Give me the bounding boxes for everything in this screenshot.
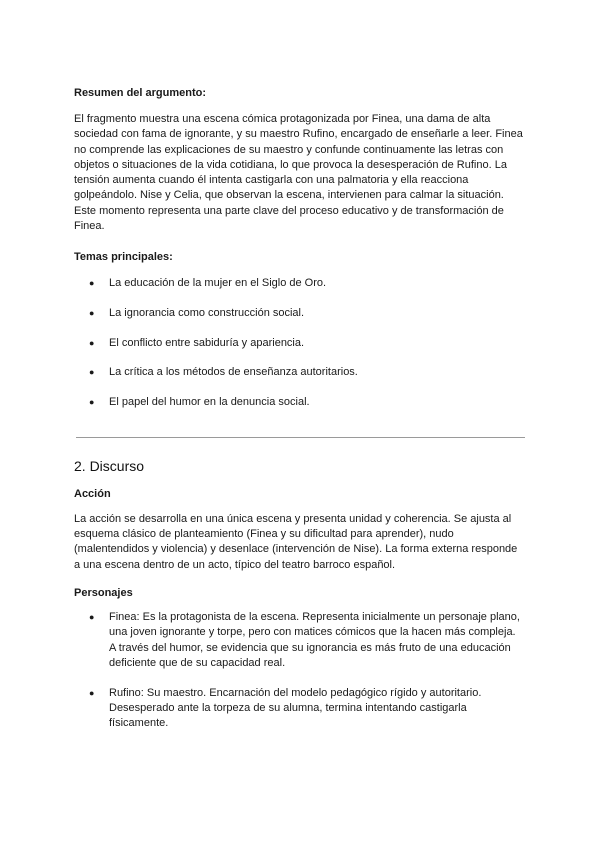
list-item — [74, 336, 524, 351]
accion-paragraph: La acción se desarrolla en una única escena y presenta unidad y coherencia. Se ajusta al esquema clásico de planteamiento (Finea y su dificultad para aprender), nudo (malentendidos y violencia) y desenlace (intervención de Nise). La forma externa responde a una escena dentro de un acto, típico del teatro barroco español. — [74, 512, 518, 571]
list-item — [74, 395, 524, 410]
list-item-text: La educación de la mujer en el Siglo de Oro. — [109, 277, 327, 290]
accion-heading: Acción — [74, 487, 111, 500]
list-item — [74, 276, 524, 291]
resumen-paragraph: El fragmento muestra una escena cómica protagonizada por Finea, una dama de alta sociedad con fama de ignorante, y su maestro Rufino, encargado de enseñarle a leer. Finea no comprende las explicaciones de su maestro y confunde continuamente las letras con objetos o situaciones de la vida cotidiana, lo que provoca la desesperación de Rufino. La tensión aumenta cuando él intenta castigarla con una palmatoria y ella reacciona golpeándolo. Nise y Celia, que observan la escena, intervienen para calmar la situación. Este momento representa una parte clave del proceso educativo y de transformación de Finea. — [74, 113, 523, 233]
personajes-heading: Personajes — [74, 587, 133, 599]
bullet-icon: ● — [89, 278, 95, 289]
temas-list — [74, 276, 524, 410]
list-item-text: Rufino: Su maestro. Encarnación del modelo pedagógico rígido y autoritario. Desesperado ante la torpeza de su alumna, termina intentando castigarla físicamente. — [109, 686, 482, 730]
discurso-title: 2. Discurso — [74, 457, 145, 474]
bullet-icon: ● — [89, 337, 95, 348]
resumen-heading: Resumen del argumento: — [74, 87, 207, 99]
list-item-text: La crítica a los métodos de enseñanza autoritarios. — [109, 366, 358, 379]
personajes-list — [74, 610, 524, 732]
list-item — [74, 686, 524, 732]
list-item-text: El papel del humor en la denuncia social. — [109, 396, 310, 409]
list-item-text: El conflicto entre sabiduría y apariencia. — [109, 336, 305, 349]
list-item-text: Finea: Es la protagonista de la escena. Representa inicialmente un personaje plano, una joven ignorante y torpe, pero con matices cómicos que la hacen más compleja. A través del humor, se evidencia que su ignorancia es más fruto de una educación deficiente que de su capacidad real. — [109, 611, 520, 669]
list-item-text: La ignorancia como construcción social. — [109, 307, 305, 320]
bullet-icon: ● — [89, 612, 95, 622]
temas-heading: Temas principales: — [74, 251, 173, 264]
bullet-icon: ● — [89, 308, 95, 319]
bullet-icon: ● — [89, 367, 95, 378]
list-item — [74, 365, 524, 380]
list-item — [74, 610, 524, 671]
bullet-icon: ● — [89, 687, 95, 698]
list-item — [74, 306, 524, 321]
bullet-icon: ● — [89, 397, 95, 408]
